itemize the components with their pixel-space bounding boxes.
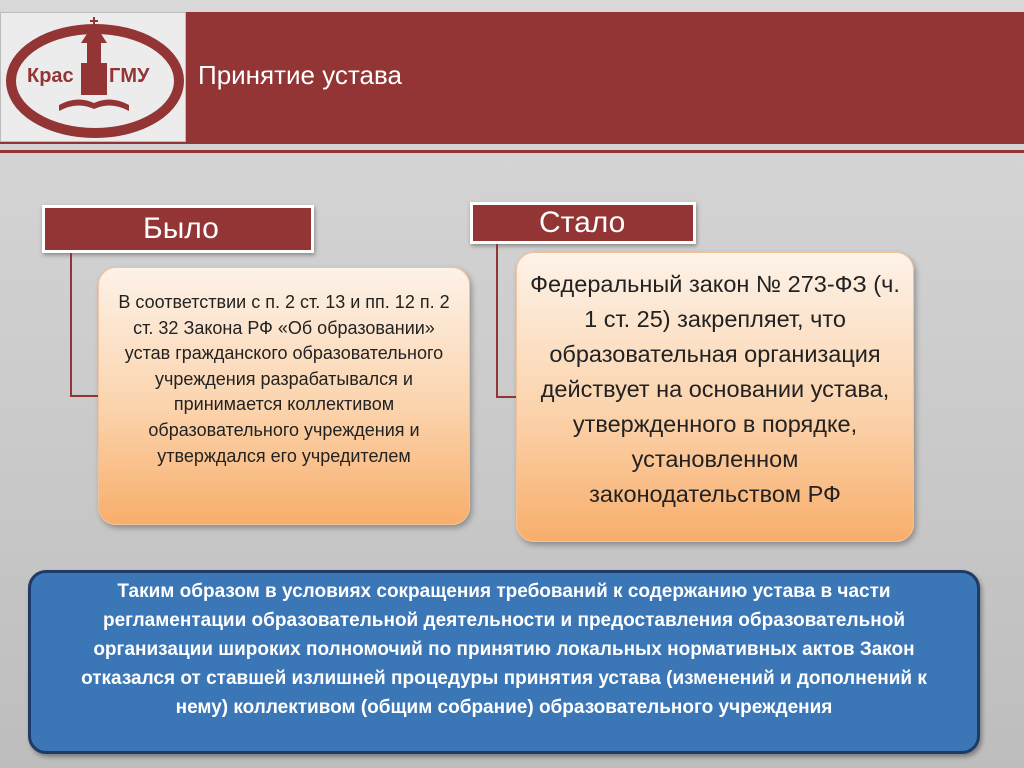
summary-box <box>28 570 980 754</box>
header-divider <box>0 150 1024 153</box>
logo-text-right: ГМУ <box>109 65 150 87</box>
was-label: Было <box>42 205 314 253</box>
summary-text: Таким образом в условиях сокращения требований к содержанию устава в части регламентации образовательной деятельности и предоставления образовательной организации широких полномочий по принятию локальных нормативных актов Закон отказался от ставшей излишней процедуры принятия устава (изменений и дополнений к нему) коллективом (общим собрание) образовательного учреждения <box>81 581 927 718</box>
now-label: Стало <box>470 202 696 244</box>
was-card <box>98 267 470 525</box>
now-text: Федеральный закон № 273-ФЗ (ч. 1 ст. 25) закрепляет, что образовательная организация действует на основании устава, утвержденного в порядке, установленном законодательством РФ <box>530 271 900 507</box>
university-logo <box>0 12 186 142</box>
now-card <box>516 252 914 542</box>
logo-text-left: Крас <box>27 65 74 87</box>
was-text: В соответствии с п. 2 ст. 13 и пп. 12 п. 2 ст. 32 Закона РФ «Об образовании» устав гражданского образовательного учреждения разрабатывался и принимается коллективом образовательного учреждения и утверждался его учредителем <box>118 292 450 466</box>
page-title: Принятие устава <box>198 60 402 90</box>
